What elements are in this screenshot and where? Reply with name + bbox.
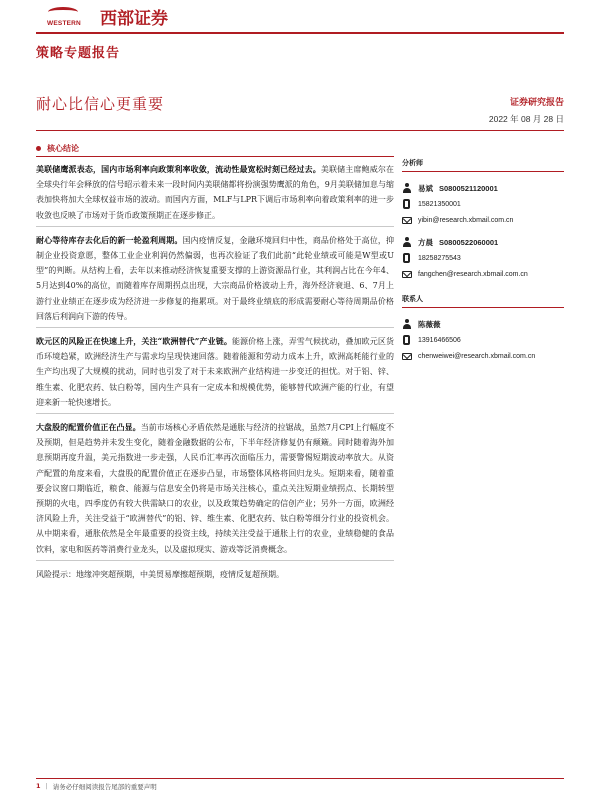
footer-separator: | [45,782,48,790]
person-icon [402,237,412,247]
paragraph-body: 美联储主席鲍威尔在全球央行年会释放的信号昭示着未来一段时间内美联储都将扮演强势鹰派的角色，9月美联储加息与缩表加快将加大全球权益市场的波动。而国内方面，MLF与LPR下调后市场利率向着政策利率的进一步收敛也反映了市场对于货币政策预期正在逐步修正。 [36,165,395,220]
analyst-cert: S0800522060001 [439,237,499,247]
analyst-cert: S0800521120001 [439,183,498,193]
paragraph-2 [36,233,394,324]
report-title: 耐心比信心更重要 [36,95,165,113]
person-icon [402,183,412,193]
person-icon [402,319,412,329]
bullet-icon [36,146,41,151]
analyst-email[interactable]: fangchen@research.xbmail.com.cn [418,270,528,278]
mail-icon [402,271,412,278]
paragraph-divider [36,226,394,227]
report-type-label: 证券研究报告 [509,98,564,108]
analyst-phone-row [402,250,564,266]
company-logo [36,4,168,28]
paragraph-divider [36,560,394,561]
section-header [36,143,79,154]
paragraph-1 [36,162,394,223]
paragraph-divider [36,413,394,414]
paragraph-4 [36,420,394,557]
analyst-email[interactable]: yibin@research.xbmail.com.cn [418,216,514,224]
page-number: 1 [36,782,41,790]
analyst-card [402,234,564,282]
mail-icon [402,217,412,224]
analyst-phone: 15821350001 [418,200,461,208]
analyst-name-row [402,234,564,250]
analyst-phone: 18258275543 [418,254,461,262]
phone-icon [403,199,410,209]
sidebar [402,158,564,370]
contact-card [402,316,564,364]
analyst-name: 易斌 [418,183,433,193]
header-divider [36,32,564,34]
contact-phone: 13916466506 [418,336,461,344]
logo-chinese-text: 西部证券 [100,8,168,29]
mail-icon [402,353,412,360]
paragraph-3 [36,334,394,410]
contact-email[interactable]: chenweiwei@research.xbmail.com.cn [418,352,536,360]
contact-email-row [402,348,564,364]
paragraph-lead: 耐心等待库存去化后的新一轮盈利周期。 [36,234,183,245]
analyst-phone-row [402,196,564,212]
analyst-email-row [402,212,564,228]
logo-english-text: WESTERN [47,20,81,27]
phone-icon [403,253,410,263]
logo-icon [36,5,92,27]
report-date: 2022 年 08 月 28 日 [488,114,564,124]
paragraph-lead: 大盘股的配置价值正在凸显。 [36,422,141,433]
analyst-name-row [402,180,564,196]
report-category: 策略专题报告 [36,46,121,61]
section-title: 核心结论 [47,144,79,153]
paragraph-body: 能源价格上涨，弄雪气候扰动，叠加欧元区货币环境趋紧，欧洲经济生产与需求均呈现快速回落。随着能源和劳动力成本上升，欧洲高耗能行业的生产均出现了大规模的扰动，同时也引发了对于未来欧洲产业结构进一步变迁的担忧。对于铝、锌、维生素、化肥农药、钛白粉等，国内生产具有一定成本和规模优势，能够替代欧洲产能的行业，有望迎来新一轮快速增长。 [36,337,395,407]
analyst-heading: 分析师 [402,158,564,172]
contact-name: 陈薇薇 [418,319,441,329]
paragraph-body: 当前市场核心矛盾依然是通胀与经济的拉锯战，虽然7月CPI上行幅度不及预期，但是趋势并未发生变化，随着金融数据的公布，下半年经济修复仍有颠簸。同时随着海外加息预期再度升温，美元指数进一步走强，人民币汇率再次面临压力，需要警惕短期波动率放大。从资产配置的角度来看，大盘股的配置价值正在逐步凸显，市场整体风格将回归龙头。短期来看，随着重要会议窗口期临近，粮食、能源与信息安全仍将是市场关注核心，重点关注短期业绩拐点、长期转型预期的火电，四季度仍有较大供需缺口的农业，以及政策趋势确定的信创产业；另外一方面，欧洲经济风险上升，关注受益于“欧洲替代”的铝、锌、维生素、化肥农药、钛白粉等细分行业的投资机会。从中期来看，通胀依然是全年最重要的投资主线，持续关注受益于通胀上行的农业，业绩稳健的食品饮料，家电和医药等消费行业龙头，以及虚拟现实、游戏等泛消费概念。 [36,423,394,554]
analyst-card [402,180,564,228]
paragraph-lead: 美联储鹰派表态，国内市场利率向政策利率收敛，流动性最宽松时刻已经过去。 [36,164,321,174]
paragraph-lead: 欧元区的风险正在快速上升，关注“欧洲替代”产业链。 [36,336,232,347]
footer-divider [36,778,564,779]
analyst-name: 方晨 [418,237,433,247]
contact-heading: 联系人 [402,294,564,308]
risk-warning: 风险提示：地缘冲突超预期，中美贸易摩擦超预期，疫情反复超预期。 [36,569,284,579]
title-divider [36,130,564,131]
paragraph-body: 国内疫情反复，金融环境回归中性，商品价格处于高位，抑制企业投资意愿，整体工业企业利润仍然偏弱，也再次验证了我们此前“此轮业绩或可能是W型或U型”的判断。从结构上看，去年以来推动经济恢复重要支撑的上游资源品行业，其利润占比在今年4、5月达到40%的高位，而随着库存周期拐点出现，大宗商品价格波动上升，海外经济衰退、6、7月上游行业业绩正在逐步成为经济进一步修复的拖累项。对于最终业绩底的形成需要耐心等待周期品价格回落后利润向下游的传导。 [36,235,395,321]
paragraph-divider [36,327,394,328]
disclaimer-notice: 请务必仔细阅读报告尾部的重要声明 [52,783,157,791]
contact-name-row [402,316,564,332]
contact-phone-row [402,332,564,348]
analyst-email-row [402,266,564,282]
phone-icon [403,335,410,345]
section-divider [36,156,394,157]
footer [36,782,157,791]
main-content [36,162,394,582]
